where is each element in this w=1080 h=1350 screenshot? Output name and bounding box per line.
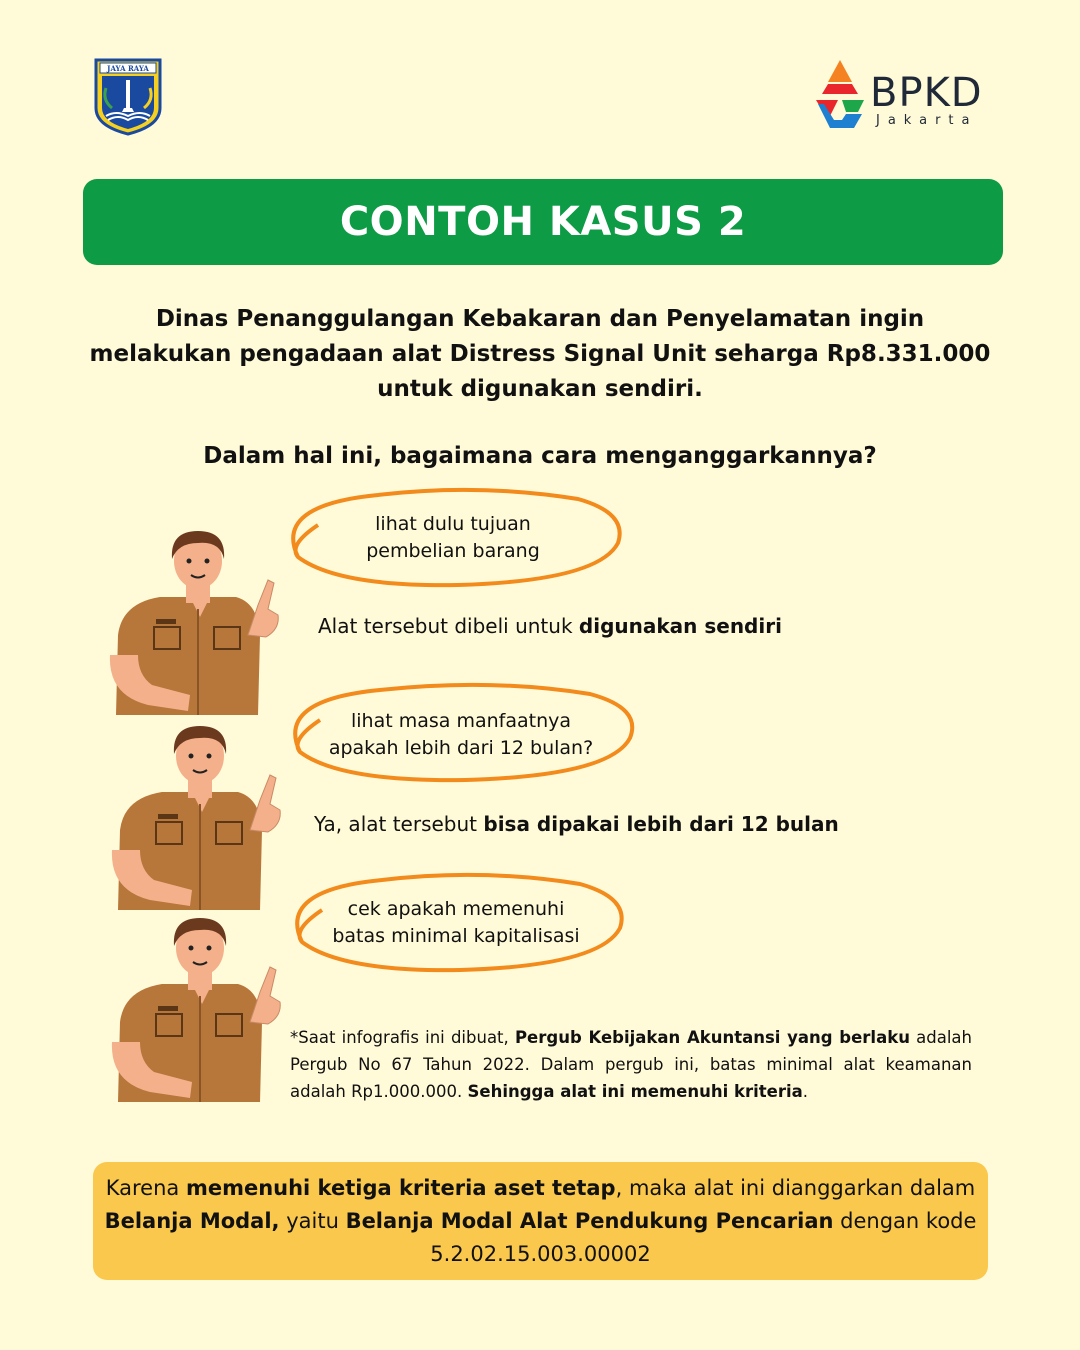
conclusion-box bbox=[93, 1162, 988, 1280]
speech-bubble-2-line-2: apakah lebih dari 12 bulan? bbox=[328, 737, 594, 759]
jakarta-logo-label: JAYA RAYA bbox=[107, 64, 149, 73]
case-question: Dalam hal ini, bagaimana cara menganggarkannya? bbox=[203, 443, 877, 469]
conclusion-bold-3: Belanja Modal Alat Pendukung Pencarian bbox=[345, 1208, 834, 1233]
case-description bbox=[60, 302, 1020, 407]
bpkd-logo bbox=[810, 58, 1010, 138]
civil-servant-illustration-3 bbox=[110, 912, 290, 1102]
speech-bubble-2-line-1: lihat masa manfaatnya bbox=[350, 710, 571, 732]
note-text-3: . bbox=[802, 1082, 809, 1101]
note-bold-2: Sehingga alat ini memenuhi kriteria bbox=[467, 1082, 803, 1101]
case-description-line-3: untuk digunakan sendiri. bbox=[377, 376, 703, 402]
speech-bubble-1-line-2: pembelian barang bbox=[366, 540, 540, 562]
jakarta-coat-of-arms-logo bbox=[94, 58, 162, 136]
title-banner bbox=[83, 179, 1003, 265]
conclusion-text-3: yaitu bbox=[279, 1208, 346, 1233]
bpkd-logo-subtext: Jakarta bbox=[876, 113, 978, 128]
note-text-2: adalah Pergub No 67 Tahun 2022. Dalam pergub ini, batas minimal alat keamanan adalah Rp1.000.000. bbox=[290, 1028, 972, 1101]
note-text-1: *Saat infografis ini dibuat, bbox=[290, 1028, 515, 1047]
speech-bubble-3-line-1: cek apakah memenuhi bbox=[347, 898, 565, 920]
page-title: CONTOH KASUS 2 bbox=[339, 199, 747, 245]
civil-servant-illustration-1 bbox=[108, 525, 288, 715]
regulation-note bbox=[290, 1024, 972, 1105]
conclusion-text-1: Karena bbox=[105, 1175, 186, 1200]
speech-bubble-3 bbox=[282, 870, 630, 980]
conclusion-text bbox=[101, 1172, 981, 1271]
answer-2-highlight: bisa dipakai lebih dari 12 bulan bbox=[483, 812, 839, 836]
speech-bubble-3-line-2: batas minimal kapitalisasi bbox=[332, 925, 580, 947]
conclusion-bold-2: Belanja Modal, bbox=[104, 1208, 280, 1233]
note-bold-1: Pergub Kebijakan Akuntansi yang berlaku bbox=[514, 1028, 910, 1047]
speech-bubble-1 bbox=[278, 485, 628, 595]
case-description-line-1: Dinas Penanggulangan Kebakaran dan Penyelamatan ingin bbox=[155, 306, 925, 332]
answer-1-highlight: digunakan sendiri bbox=[578, 614, 782, 638]
speech-bubble-2 bbox=[280, 680, 642, 790]
answer-2 bbox=[314, 812, 839, 836]
case-description-line-2: melakukan pengadaan alat Distress Signal Unit seharga Rp8.331.000 bbox=[89, 341, 991, 367]
answer-2-text: Ya, alat tersebut bbox=[314, 812, 484, 836]
civil-servant-illustration-2 bbox=[110, 720, 290, 910]
conclusion-text-4: dengan kode 5.2.02.15.003.00002 bbox=[430, 1208, 977, 1266]
conclusion-text-2: , maka alat ini dianggarkan dalam bbox=[615, 1175, 976, 1200]
answer-1-text: Alat tersebut dibeli untuk bbox=[318, 614, 579, 638]
conclusion-bold-1: memenuhi ketiga kriteria aset tetap bbox=[185, 1175, 616, 1200]
answer-1 bbox=[318, 614, 782, 638]
speech-bubble-1-line-1: lihat dulu tujuan bbox=[375, 513, 531, 535]
bpkd-logo-text: BPKD bbox=[870, 70, 983, 116]
